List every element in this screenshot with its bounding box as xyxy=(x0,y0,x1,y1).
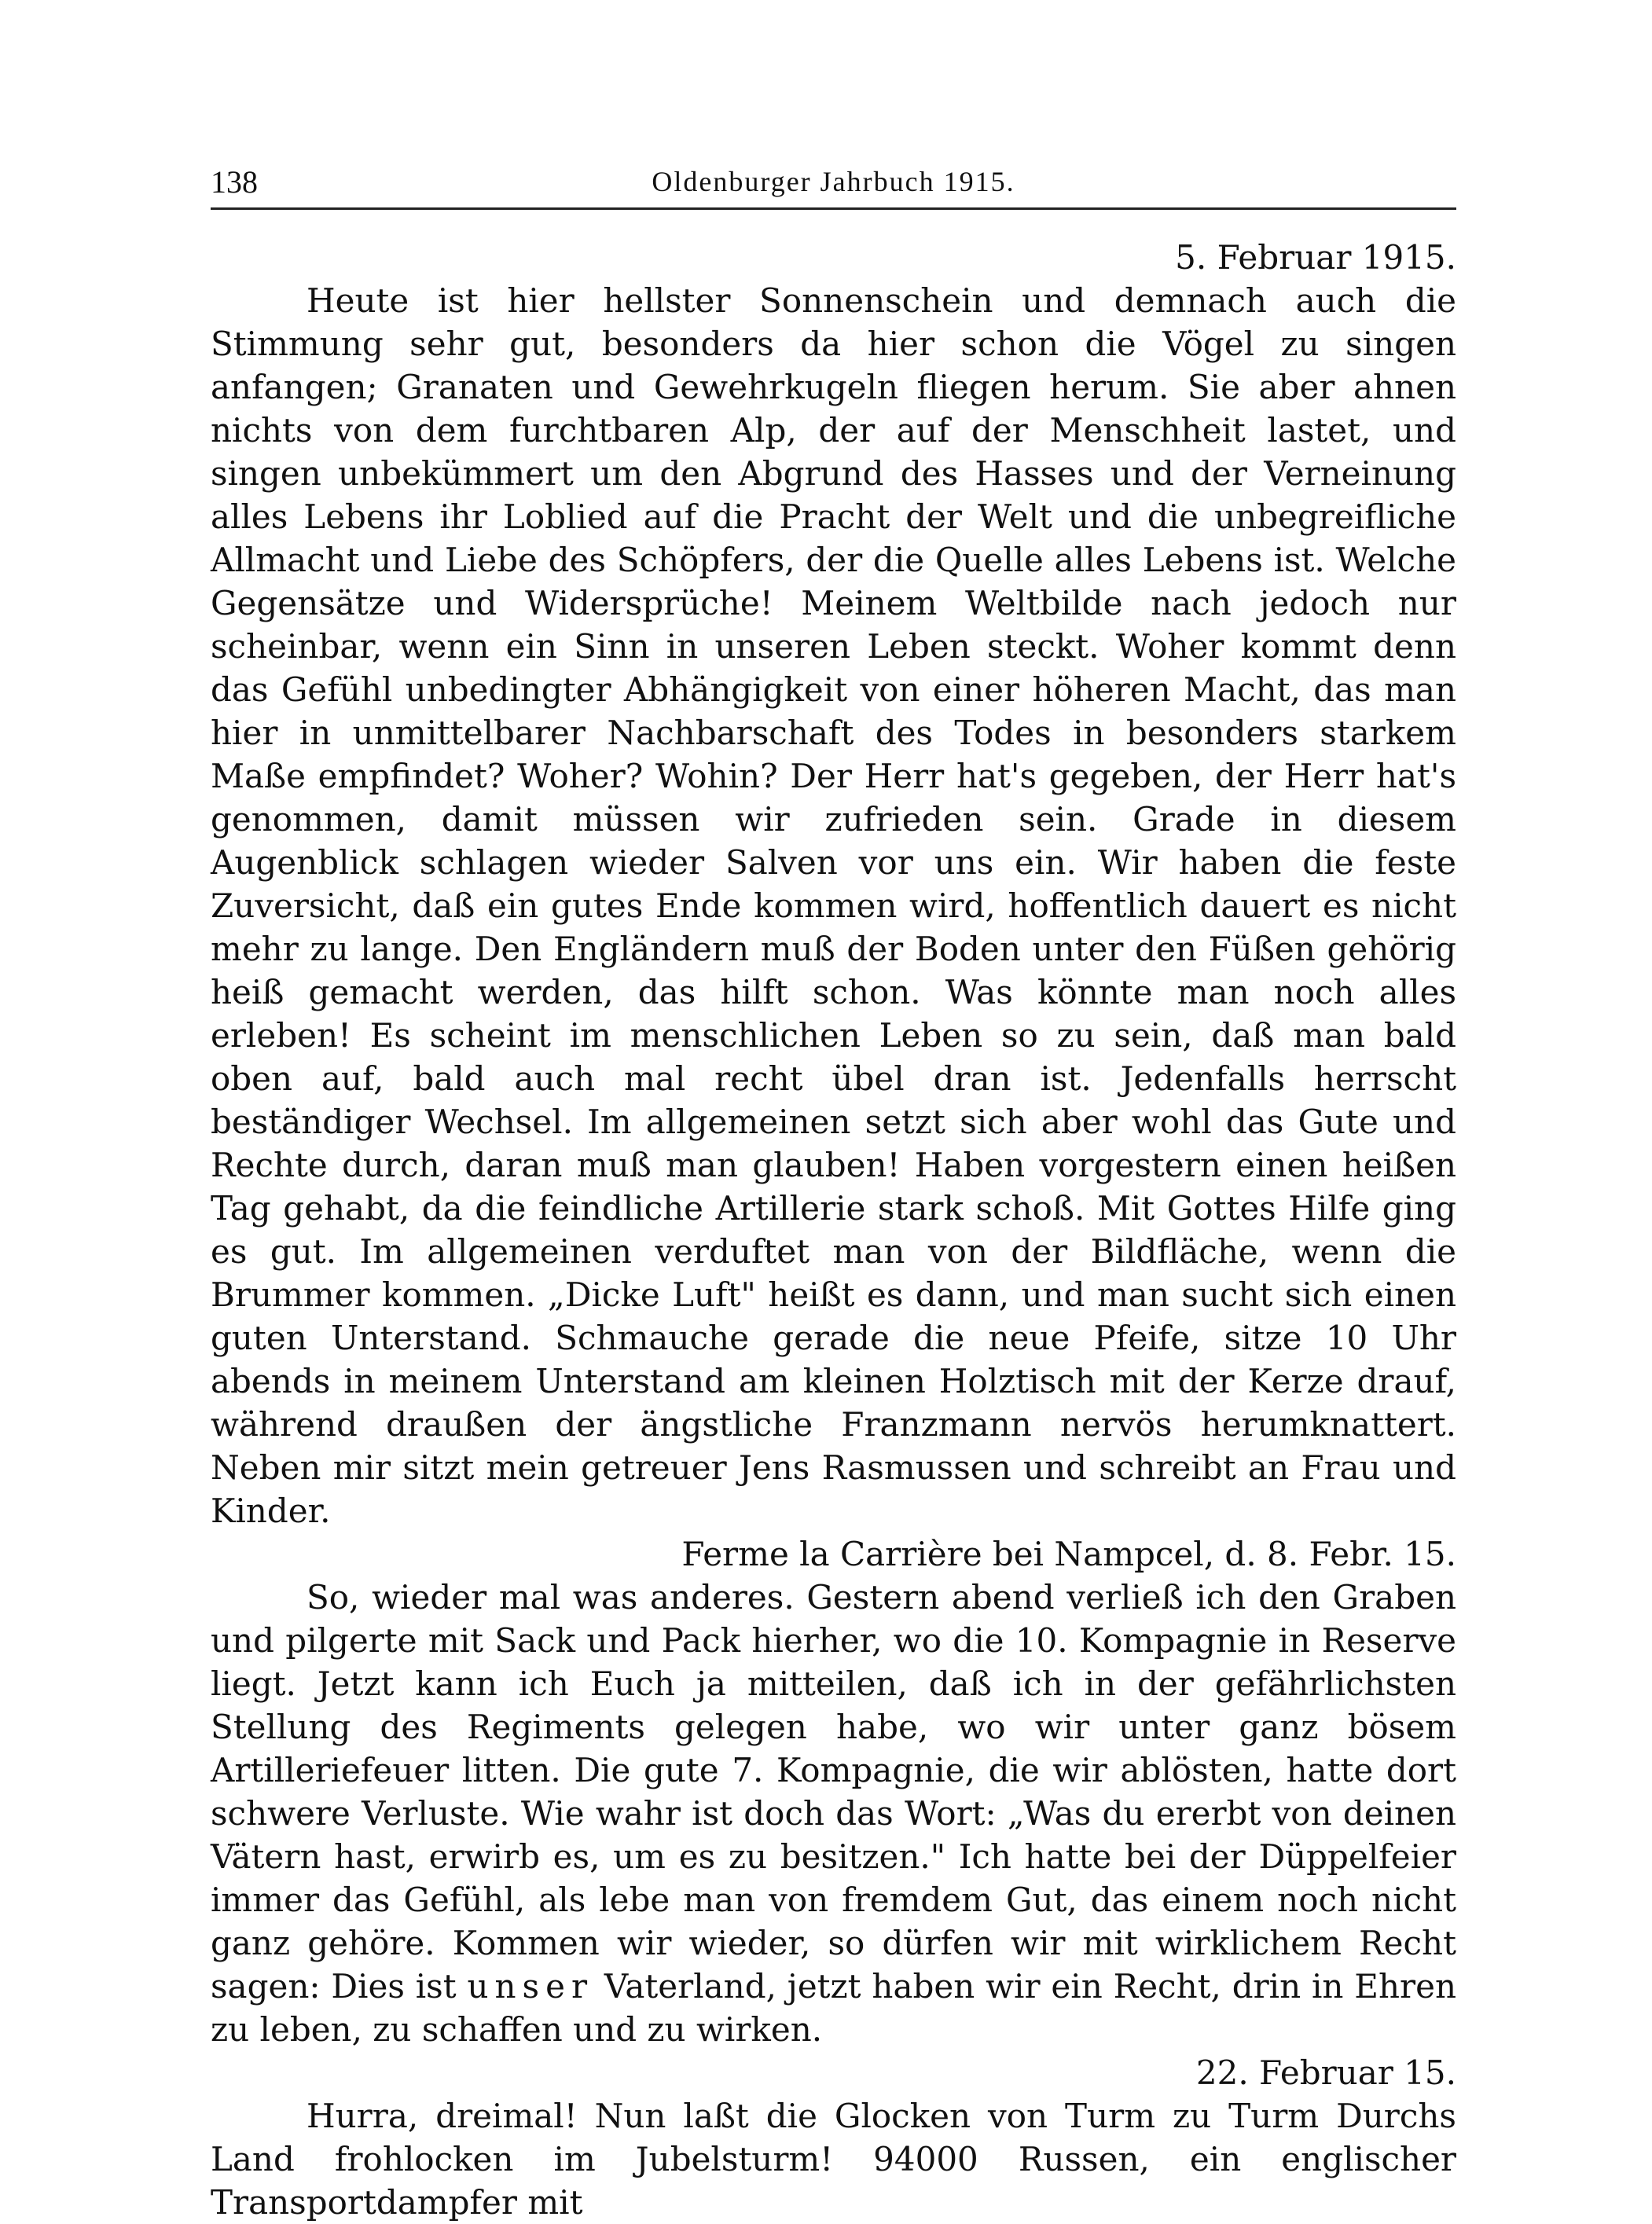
entry-text-part: So, wieder mal was anderes. Gestern abend verließ ich den Graben und pilgerte mit Sack und Pack hierher, wo die 10. Kompagnie in Reserve liegt. Jetzt kann ich Euch ja mitteilen, daß ich in der gefährlichsten Stellung des Regiments gelegen habe, wo wir unter ganz bösem Artilleriefeuer litten. Die gute 7. Kompagnie, die wir ablösten, hatte dort schwere Verluste. Wie wahr ist doch das Wort: „Was du ererbt von deinen Vätern hast, erwirb es, um es zu besitzen." Ich hatte bei der Düppelfeier immer das Gefühl, als lebe man von fremdem Gut, das einem noch nicht ganz gehöre. Kommen wir wieder, so dürfen wir mit wirklichem Recht sagen: Dies ist xyxy=(211,1578,1456,2006)
running-title: Oldenburger Jahrbuch 1915. xyxy=(652,166,1015,197)
entry-text-part: Vaterland, jetzt haben wir ein Recht, drin in Ehren zu leben, zu schaffen und zu wirken. xyxy=(211,1967,1456,2049)
page-number: 138 xyxy=(211,164,258,200)
entry-paragraph: Hurra, dreimal! Nun laßt die Glocken von Turm zu Turm Durchs Land frohlocken im Jubelsturm! 94000 Russen, ein englischer Transportdampfer mit xyxy=(211,2097,1456,2222)
entry-date: 5. Februar 1915. xyxy=(1175,238,1456,277)
entry-paragraph xyxy=(211,1576,1456,2051)
entry-date: Ferme la Carrière bei Nampcel, d. 8. Febr. 15. xyxy=(681,1535,1456,1573)
letter-body xyxy=(211,236,1456,2224)
emphasized-word: unser xyxy=(467,1967,594,2006)
entry-date: 22. Februar 15. xyxy=(1195,2053,1456,2092)
page-header xyxy=(211,157,1456,210)
entry-paragraph: Heute ist hier hellster Sonnenschein und demnach auch die Stimmung sehr gut, besonders da hier schon die Vögel zu singen anfangen; Granaten und Gewehrkugeln fliegen herum. Sie aber ahnen nichts von dem furchtbaren Alp, der auf der Menschheit lastet, und singen unbekümmert um den Abgrund des Hasses und der Verneinung alles Lebens ihr Loblied auf die Pracht der Welt und die unbegreifliche Allmacht und Liebe des Schöpfers, der die Quelle alles Lebens ist. Welche Gegensätze und Widersprüche! Meinem Weltbilde nach jedoch nur scheinbar, wenn ein Sinn in unseren Leben steckt. Woher kommt denn das Gefühl unbedingter Abhängigkeit von einer höheren Macht, das man hier in unmittelbarer Nachbarschaft des Todes in besonders starkem Maße empfindet? Woher? Wohin? Der Herr hat's gegeben, der Herr hat's genommen, damit müssen wir zufrieden sein. Grade in diesem Augenblick schlagen wieder Salven vor uns ein. Wir haben die feste Zuversicht, daß ein gutes Ende kommen wird, hoffentlich dauert es nicht mehr zu lange. Den Engländern muß der Boden unter den Füßen gehörig heiß gemacht werden, das hilft schon. Was könnte man noch alles erleben! Es scheint im menschlichen Leben so zu sein, daß man bald oben auf, bald auch mal recht übel dran ist. Jedenfalls herrscht beständiger Wechsel. Im allgemeinen setzt sich aber wohl das Gute und Rechte durch, daran muß man glauben! Haben vorgestern einen heißen Tag gehabt, da die feindliche Artillerie stark schoß. Mit Gottes Hilfe ging es gut. Im allgemeinen verduftet man von der Bildfläche, wenn die Brummer kommen. „Dicke Luft" heißt es dann, und man sucht sich einen guten Unterstand. Schmauche gerade die neue Pfeife, sitze 10 Uhr abends in meinem Unterstand am kleinen Holztisch mit der Kerze drauf, während draußen der ängstliche Franzmann nervös herumknattert. Neben mir sitzt mein getreuer Jens Rasmussen und schreibt an Frau und Kinder. xyxy=(211,281,1456,1530)
